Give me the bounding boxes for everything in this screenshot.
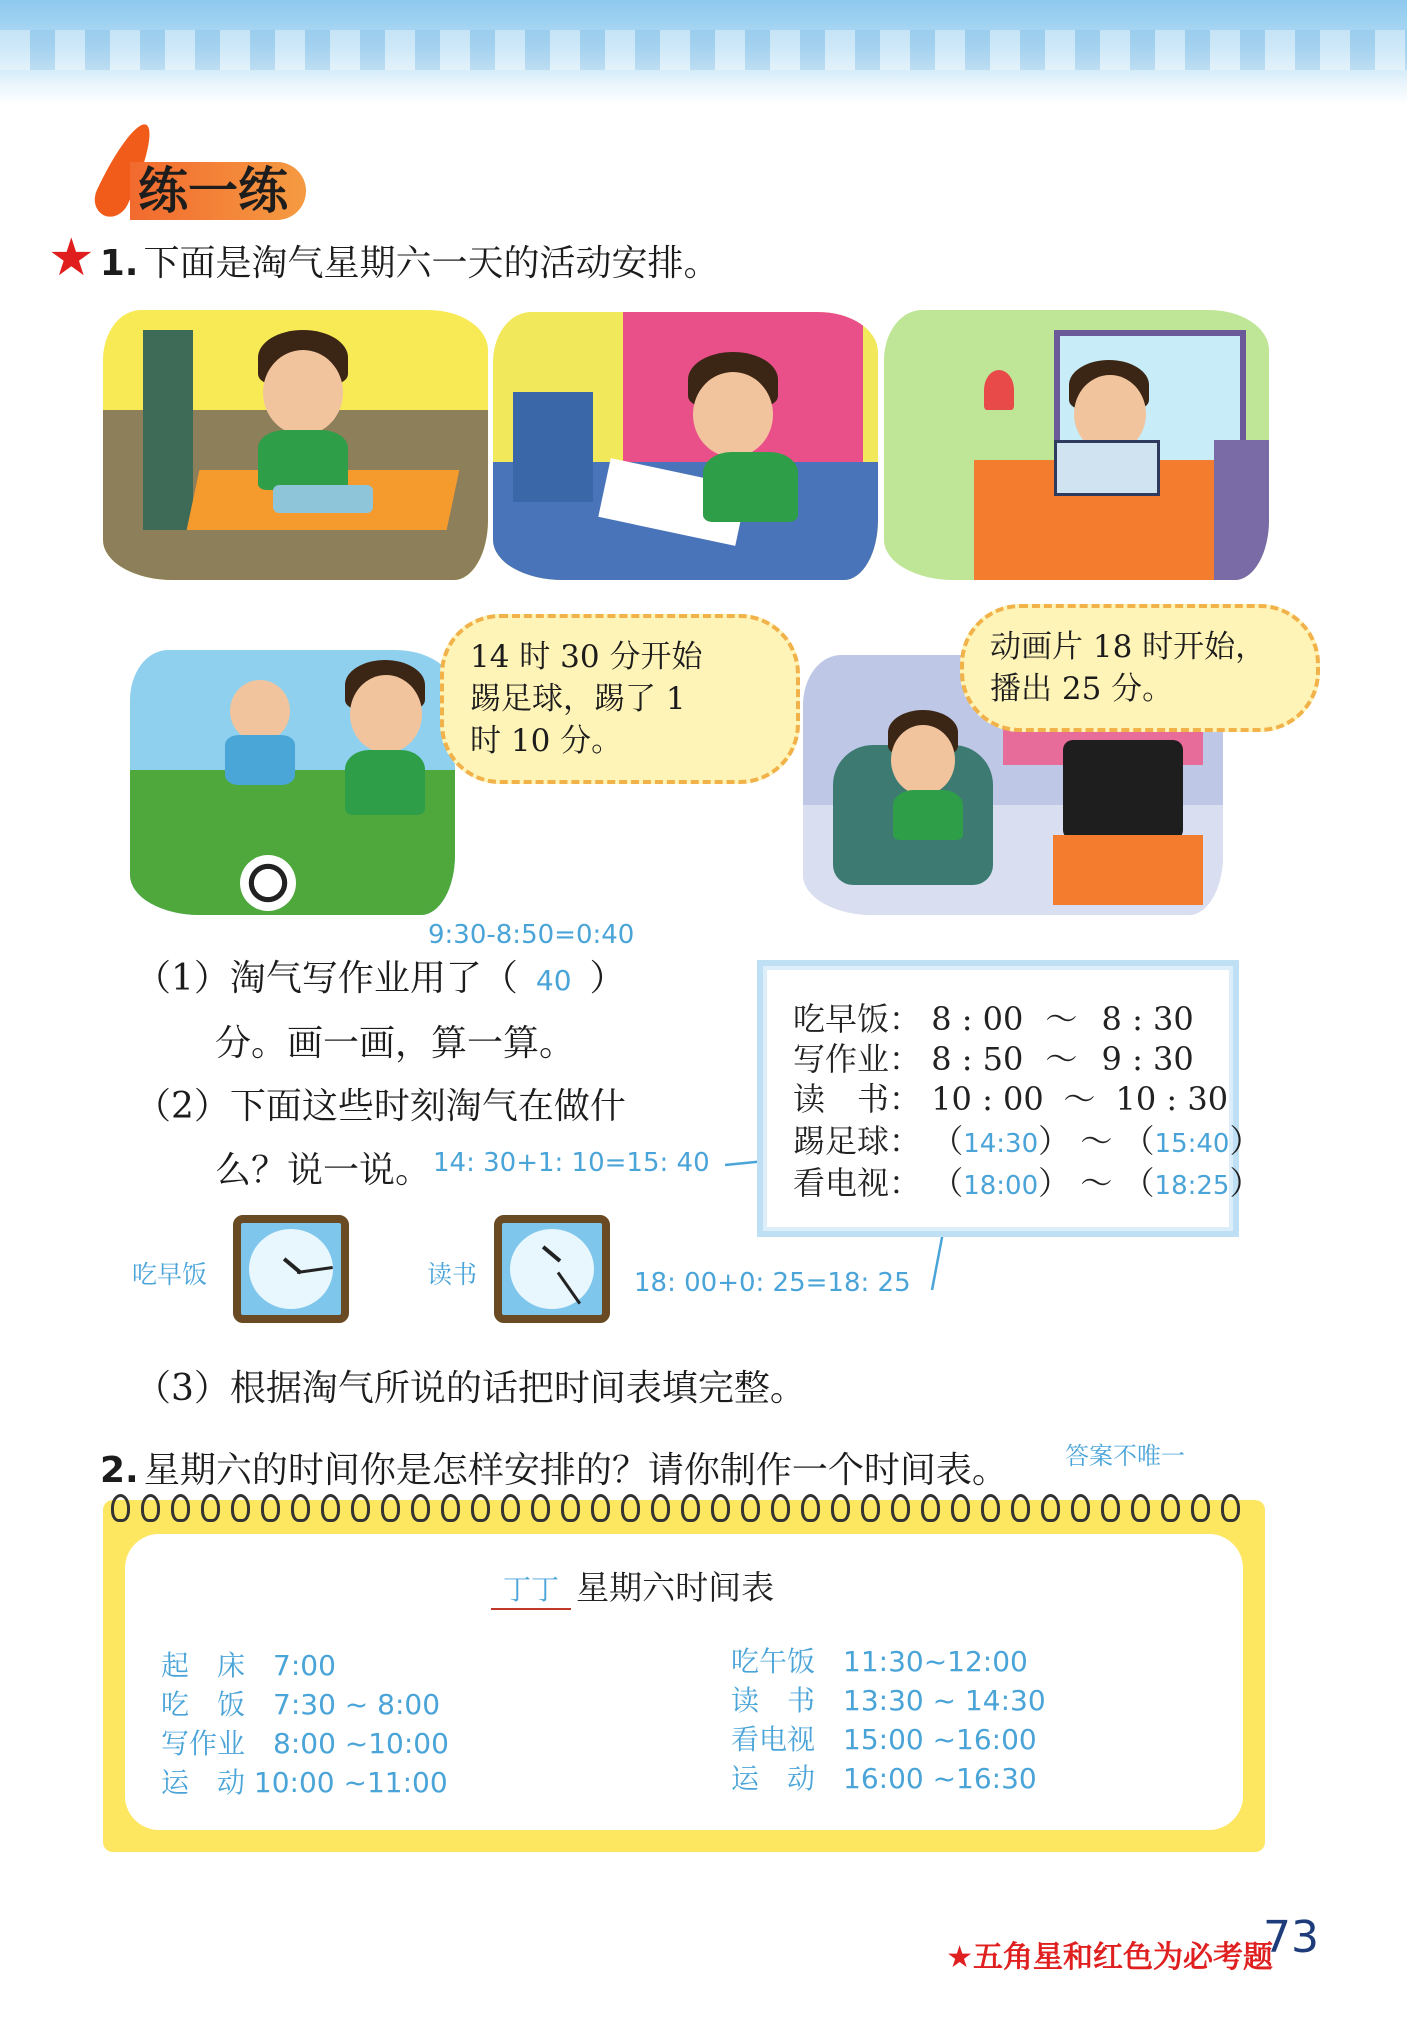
timetable-left-item: 写作业 8:00 ~10:00 [161, 1727, 449, 1760]
question-2-heading [100, 1442, 1008, 1493]
soccer-calculation: 14: 30+1: 10=15: 40 [433, 1148, 710, 1178]
sub-question-2-line-2: 么？说一说。 [215, 1150, 432, 1191]
binder-ring-icon [741, 1494, 760, 1522]
timetable-left-item: 吃 饭 7:30 ~ 8:00 [161, 1688, 441, 1721]
binder-ring-icon [171, 1494, 190, 1522]
answer-blank-tv-start[interactable]: 18:00 [963, 1171, 1039, 1201]
binder-ring-icon [111, 1494, 130, 1522]
schedule-row: 写作业： 8 : 50 ～ 9 : 30 [793, 1040, 1194, 1078]
binder-ring-icon [381, 1494, 400, 1522]
answer-blank-soccer-start[interactable]: 14:30 [963, 1129, 1039, 1159]
sub-question-1-line-2: 分。画一画，算一算。 [215, 1023, 576, 1064]
timetable-title: 星期六时间表 [576, 1568, 775, 1607]
tv-calculation: 18: 00+0: 25=18: 25 [634, 1268, 911, 1298]
timetable-right-item: 运 动 16:00 ~16:30 [731, 1762, 1037, 1795]
clock-2-label: 读书 [427, 1260, 478, 1289]
homework-illustration [493, 312, 878, 580]
binder-ring-icon [681, 1494, 700, 1522]
breakfast-illustration [103, 310, 488, 580]
schedule-row: 吃早饭： 8 : 00 ～ 8 : 30 [793, 1000, 1194, 1038]
binder-ring-icon [231, 1494, 250, 1522]
clock-1-label: 吃早饭 [132, 1260, 208, 1289]
timetable-left-item: 运 动 10:00 ~11:00 [161, 1766, 448, 1799]
binder-ring-icon [531, 1494, 550, 1522]
answer-blank-soccer-end[interactable]: 15:40 [1154, 1129, 1230, 1159]
activity-schedule [757, 960, 1262, 1237]
soccer-illustration [130, 650, 455, 915]
binder-ring-icon [261, 1494, 280, 1522]
timetable-right-item: 看电视 15:00 ~16:00 [731, 1723, 1037, 1756]
binder-ring-icon [921, 1494, 940, 1522]
bubble-line: 14 时 30 分开始 [470, 639, 703, 675]
sub-question-2-line-1: （2）下面这些时刻淘气在做什 [135, 1086, 626, 1127]
sub-question-3: （3）根据淘气所说的话把时间表填完整。 [135, 1368, 806, 1409]
binder-ring-icon [561, 1494, 580, 1522]
bubble-line: 时 10 分。 [470, 723, 623, 759]
bubble-line: 播出 25 分。 [990, 671, 1174, 707]
binder-ring-icon [471, 1494, 490, 1522]
timetable-left-item: 起 床 7:00 [161, 1649, 336, 1682]
binder-ring-icon [411, 1494, 430, 1522]
timetable-sheet [125, 1534, 1243, 1830]
binder-ring-icon [441, 1494, 460, 1522]
binder-ring-icon [591, 1494, 610, 1522]
saturday-timetable [103, 1500, 1265, 1852]
binder-ring-icon [1041, 1494, 1060, 1522]
binder-ring-icon [621, 1494, 640, 1522]
binder-ring-icon [1191, 1494, 1210, 1522]
binder-ring-icon [651, 1494, 670, 1522]
timetable-owner[interactable]: 丁丁 [491, 1568, 571, 1610]
binder-ring-icon [1101, 1494, 1120, 1522]
schedule-row: 读 书： 10 : 00 ～ 10 : 30 [793, 1080, 1229, 1118]
clock-reading-icon [494, 1215, 610, 1323]
binder-ring-icon [771, 1494, 790, 1522]
answer-not-unique-note: 答案不唯一 [1065, 1442, 1185, 1470]
answer-blank-tv-end[interactable]: 18:25 [1154, 1171, 1230, 1201]
question-1-heading [48, 228, 720, 288]
binder-ring-icon [321, 1494, 340, 1522]
binder-ring-icon [351, 1494, 370, 1522]
answer-blank-homework-minutes[interactable]: 40 [535, 964, 572, 997]
question-2-number: 2. [100, 1450, 139, 1491]
binder-ring-icon [861, 1494, 880, 1522]
binder-ring-icon [501, 1494, 520, 1522]
homework-calculation: 9:30-8:50=0:40 [428, 920, 635, 950]
timetable-title-row [491, 1562, 774, 1610]
binder-ring-icon [801, 1494, 820, 1522]
binder-ring-icon [981, 1494, 1000, 1522]
question-1-number: 1. [99, 243, 139, 284]
binder-ring-icon [891, 1494, 910, 1522]
binder-ring-icon [1221, 1494, 1240, 1522]
binder-ring-icon [1161, 1494, 1180, 1522]
timetable-right-item: 吃午饭 11:30~12:00 [731, 1645, 1028, 1678]
sky-banner [0, 0, 1407, 105]
binder-ring-icon [291, 1494, 310, 1522]
sub-question-1-line-1: （1）淘气写作业用了（ 40 ） [135, 958, 626, 999]
bubble-line: 动画片 18 时开始， [990, 629, 1267, 665]
schedule-row: 踢足球： （14:30） ～ （15:40） [793, 1122, 1262, 1160]
binder-ring-icon [951, 1494, 970, 1522]
star-icon: ★ [48, 228, 95, 288]
binder-ring-icon [711, 1494, 730, 1522]
footer-note: ★五角星和红色为必考题 [946, 1940, 1273, 1975]
tv-speech-bubble [960, 604, 1320, 732]
binder-ring-icon [831, 1494, 850, 1522]
binder-rings [111, 1494, 1261, 1524]
question-1-text: 下面是淘气星期六一天的活动安排。 [143, 243, 720, 284]
binder-ring-icon [201, 1494, 220, 1522]
question-2-text: 星期六的时间你是怎样安排的？请你制作一个时间表。 [143, 1450, 1008, 1491]
binder-ring-icon [1131, 1494, 1150, 1522]
schedule-row: 看电视： （18:00） ～ （18:25） [793, 1164, 1262, 1202]
reading-illustration [884, 310, 1269, 580]
soccer-speech-bubble [440, 614, 800, 784]
binder-ring-icon [141, 1494, 160, 1522]
binder-ring-icon [1011, 1494, 1030, 1522]
timetable-right-item: 读 书 13:30 ~ 14:30 [731, 1684, 1046, 1717]
binder-ring-icon [1071, 1494, 1090, 1522]
bubble-line: 踢足球，踢了 1 [470, 681, 686, 717]
clock-breakfast-icon [233, 1215, 349, 1323]
page-number: 73 [1263, 1912, 1319, 1963]
section-title: 练一练 [130, 162, 306, 220]
